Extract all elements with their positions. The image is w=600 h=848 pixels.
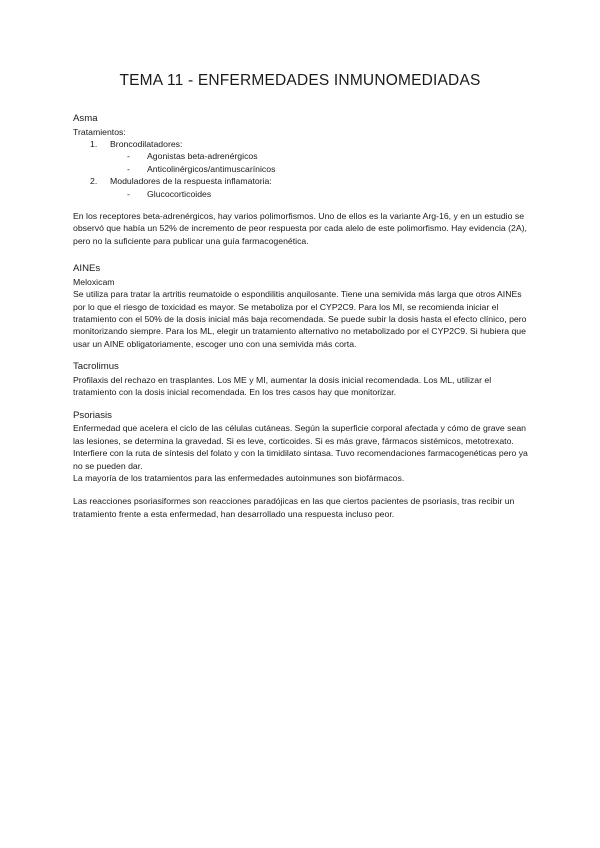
sublist-item-label: Agonistas beta-adrenérgicos xyxy=(147,151,258,162)
sublist-item xyxy=(73,150,535,162)
list-item-label: Broncodilatadores: xyxy=(110,139,183,149)
dash-bullet: - xyxy=(127,188,130,199)
tacrolimus-paragraph: Profilaxis del rechazo en trasplantes. Los ME y MI, aumentar la dosis inicial recomendada. Los ML, utilizar el tratamiento con la dosis inicial recomendada. En los tres casos hay que monitorizar. xyxy=(73,374,492,398)
tacrolimus-heading: Tacrolimus xyxy=(73,361,119,373)
sublist-item xyxy=(73,188,535,200)
aines-heading: AINEs xyxy=(73,263,101,275)
psoriasis-paragraph: Enfermedad que acelera el ciclo de las células cutáneas. Según la superficie corporal afectada y cómo de grave sean las lesiones, se determina la gravedad. Si es leve, corticoides. Si es más grave, fármacos sistémicos, metotrexato. Interfiere con la ruta de síntesis del folato y con la timidilato sintasa. Tuvo recomendaciones farmacogenéticas pero ya no se pueden dar. xyxy=(73,423,528,471)
dash-bullet: - xyxy=(127,163,130,174)
page-title: TEMA 11 - ENFERMEDADES INMUNOMEDIADAS xyxy=(119,72,481,89)
asma-paragraph: En los receptores beta-adrenérgicos, hay varios polimorfismos. Uno de ellos es la variante Arg-16, y en un estudio se observó que había un 52% de incremento de peor respuesta por cada alelo de este polimorfismo. Hay evidencia (2A), pero no la suficiente para publicar una guía farmacogenética. xyxy=(73,211,527,246)
list-number: 1. xyxy=(90,139,98,149)
tratamientos-label: Tratamientos: xyxy=(73,126,126,137)
list-number: 2. xyxy=(90,176,98,187)
sublist-item-label: Anticolinérgicos/antimuscarínicos xyxy=(147,163,276,174)
dash-bullet: - xyxy=(127,151,130,162)
asma-heading: Asma xyxy=(73,113,98,124)
sublist-item-label: Glucocorticoides xyxy=(147,188,212,199)
document-body xyxy=(73,113,535,520)
psoriasis-heading: Psoriasis xyxy=(73,409,112,421)
list-item-moduladores xyxy=(73,175,535,187)
biofarmacos-paragraph: La mayoría de los tratamientos para las enfermedades autoinmunes son biofármacos. xyxy=(73,472,405,483)
psoriasiformes-paragraph: Las reacciones psoriasiformes son reacciones paradójicas en las que ciertos pacientes de psoriasis, tras recibir un tratamiento frente a esta enfermedad, han desarrollado una respuesta incluso peor. xyxy=(73,496,515,519)
sublist-item xyxy=(73,163,535,175)
list-item-broncodilatadores xyxy=(73,138,535,150)
aines-paragraph: Se utiliza para tratar la artritis reumatoide o espondilitis anquilosante. Tiene una semivida más larga que otros AINEs por lo que el riesgo de toxicidad es mayor. Se metaboliza por el CYP2C9. Para los MI, se recomienda iniciar el tratamiento con el 50% de la dosis inicial más baja recomendada. Se puede subir la dosis hasta el efecto clínico, pero monitorizando siempre. Para los ML, elegir un tratamiento alternativo no metabolizado por el CYP2C9. Si hubiera que usar un AINE obligatoriamente, escoger uno con una semivida más corta. xyxy=(73,289,527,349)
list-item-label: Moduladores de la respuesta inflamatoria: xyxy=(110,176,272,187)
meloxicam-subheading: Meloxicam xyxy=(73,276,115,287)
